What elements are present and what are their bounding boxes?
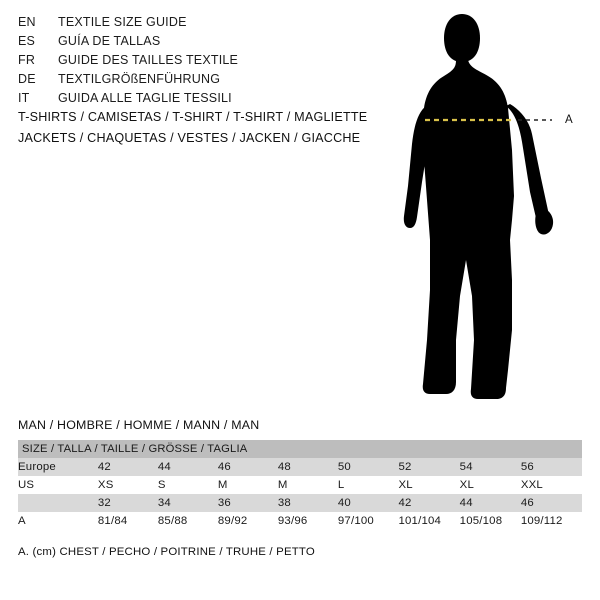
cell: 56 [521,458,582,476]
table-row [18,512,582,530]
footnote: A. (cm) CHEST / PECHO / POITRINE / TRUHE / PETTO [18,546,315,558]
cell: 44 [158,458,218,476]
table-header-label: SIZE / TALLA / TAILLE / GRÖSSE / TAGLIA [22,443,248,455]
cell: 81/84 [98,512,158,530]
cell: XS [98,476,158,494]
cell: S [158,476,218,494]
table-row [18,476,582,494]
language-text: GUIDA ALLE TAGLIE TESSILI [58,91,232,105]
cell: 105/108 [460,512,521,530]
row-label: A [18,512,98,530]
cell: 50 [338,458,399,476]
cell: 32 [98,494,158,512]
language-text: TEXTILGRÖßENFÜHRUNG [58,72,221,86]
silhouette-svg [400,10,590,405]
cell: 34 [158,494,218,512]
table-row [18,458,582,476]
body-silhouette-figure [400,10,590,405]
language-code: ES [18,34,36,48]
table-row [18,494,582,512]
category-list [18,110,418,152]
cell: L [338,476,399,494]
cell: 109/112 [521,512,582,530]
table-header-row [18,440,582,458]
cell: 36 [218,494,278,512]
cell: 101/104 [398,512,459,530]
language-list [18,15,378,110]
language-code: IT [18,91,30,105]
language-text: GUIDE DES TAILLES TEXTILE [58,53,239,67]
cell: XXL [521,476,582,494]
language-code: EN [18,15,36,29]
cell: 52 [398,458,459,476]
language-code: FR [18,53,36,67]
cell: 89/92 [218,512,278,530]
cell: 40 [338,494,399,512]
language-row [18,72,378,91]
language-text: TEXTILE SIZE GUIDE [58,15,187,29]
table-title: MAN / HOMBRE / HOMME / MANN / MAN [18,418,260,432]
row-label: US [18,476,98,494]
category-jackets: JACKETS / CHAQUETAS / VESTES / JACKEN / GIACCHE [18,131,361,145]
cell: 42 [398,494,459,512]
size-table [18,440,582,530]
cell: XL [460,476,521,494]
cell: M [278,476,338,494]
language-code: DE [18,72,36,86]
row-label [18,494,98,512]
cell: 42 [98,458,158,476]
cell: XL [398,476,459,494]
cell: 46 [218,458,278,476]
chest-measure-label: A [565,114,574,126]
cell: 46 [521,494,582,512]
cell: 44 [460,494,521,512]
row-label: Europe [18,458,98,476]
cell: 85/88 [158,512,218,530]
cell: 54 [460,458,521,476]
language-row [18,53,378,72]
cell: 38 [278,494,338,512]
cell: 48 [278,458,338,476]
category-tshirts: T-SHIRTS / CAMISETAS / T-SHIRT / T-SHIRT / MAGLIETTE [18,110,368,124]
language-row [18,15,378,34]
cell: 97/100 [338,512,399,530]
cell: M [218,476,278,494]
cell: 93/96 [278,512,338,530]
language-row [18,91,378,110]
language-row [18,34,378,53]
language-text: GUÍA DE TALLAS [58,34,161,48]
